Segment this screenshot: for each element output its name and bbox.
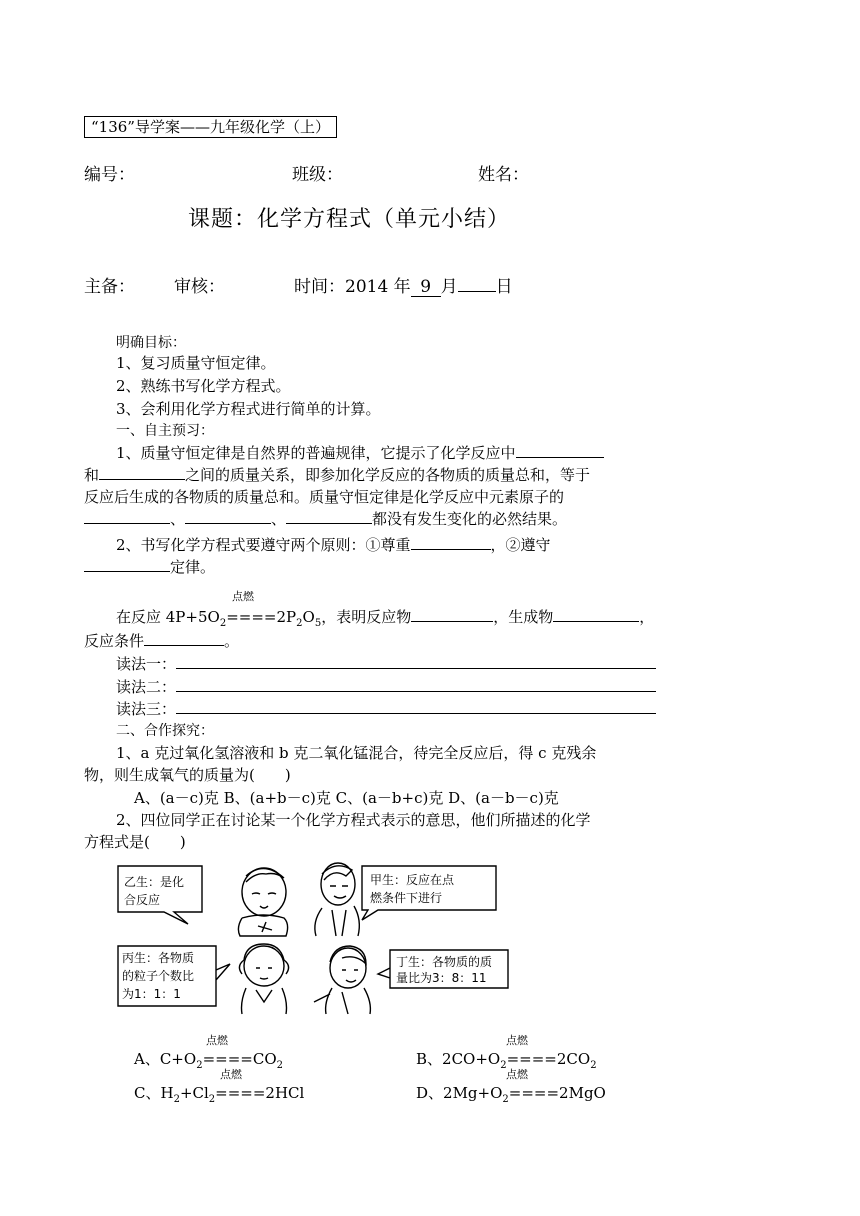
bubble-bing-line2: 的粒子个数比 [122, 969, 195, 983]
month-label: 月 [440, 277, 458, 297]
day-blank [458, 291, 496, 292]
name-label: 姓名： [478, 165, 529, 185]
time-line [294, 272, 513, 297]
option-a-condition: 点燃 [206, 1034, 228, 1047]
bubble-jia-line1: 甲生：反应在点 [370, 873, 455, 887]
option-b-condition: 点燃 [506, 1034, 528, 1047]
bubble-ding-line1: 丁生：各物质的质 [396, 955, 493, 969]
review-label: 审核： [174, 277, 225, 297]
s2-q2: 2、四位同学正在讨论某一个化学方程式表示的意思，他们所描述的化学 方程式是( ) [84, 811, 591, 851]
read-3: 读法三： [116, 698, 656, 720]
read-2: 读法二： [116, 676, 656, 698]
goal-item: 2、熟练书写化学方程式。 [116, 377, 291, 395]
reaction-line: 在反应 $4P+5O_2====2P_2O_5$，表明反应物 ，生成物 ， [116, 608, 655, 629]
option-b: B、$2CO+O_2====2CO_2$ [416, 1050, 597, 1071]
option-c-condition: 点燃 [220, 1068, 242, 1081]
s1-q1: 1、质量守恒定律是自然界的普遍规律，它提示了化学反应中 和 之间的质量关系，即参加化学反应的各物质的质量总和，等于 反应后生成的各物质的质量总和。质量守恒定律是化学反应中元素原子的 、 、 都没有发生变化的必然结果。 [84, 442, 658, 530]
goal-item: 3、会利用化学方程式进行简单的计算。 [116, 400, 381, 418]
bubble-yi-line2: 合反应 [124, 893, 161, 907]
option-c: C、$H_2+Cl_2====2HCl$ [134, 1084, 305, 1105]
bubble-bing-line1: 丙生：各物质 [122, 951, 195, 965]
section1-heading: 一、自主预习： [116, 423, 214, 439]
reaction-condition: 点燃 [232, 590, 254, 603]
goals-heading: 明确目标： [116, 335, 186, 351]
students-figure [116, 862, 516, 1016]
page-title: 课题：化学方程式（单元小结） [188, 207, 511, 232]
s1-q2: 2、书写化学方程式要遵守两个原则：①尊重 ，②遵守 定律。 [84, 534, 658, 578]
number-label: 编号： [84, 165, 135, 185]
reaction-line2: 反应条件 。 [84, 632, 240, 650]
discussion-illustration [116, 862, 516, 1016]
main-label: 主备： [84, 277, 135, 297]
time-label: 时间：2014 年 [294, 277, 411, 297]
read-1: 读法一： [116, 653, 656, 675]
bubble-jia-line2: 燃条件下进行 [370, 891, 443, 905]
option-d-condition: 点燃 [506, 1068, 528, 1081]
day-label: 日 [495, 277, 513, 297]
s2-q1-options: A、(a－c)克 B、(a+b－c)克 C、(a－b+c)克 D、(a－b－c)克 [134, 789, 559, 807]
bubble-bing-line3: 为1：1：1 [122, 987, 181, 1001]
bubble-ding-line2: 量比为3：8：11 [396, 971, 487, 985]
s2-q1: 1、a 克过氧化氢溶液和 b 克二氧化锰混合，待完全反应后，得 c 克残余 物，则生成氧气的质量为( ) [84, 744, 597, 784]
month-value: 9 [411, 278, 441, 297]
section2-heading: 二、合作探究： [116, 723, 214, 739]
option-a: A、$C+O_2====CO_2$ [134, 1050, 283, 1071]
class-label: 班级： [292, 165, 343, 185]
bubble-yi-line1: 乙生：是化 [124, 875, 185, 889]
goal-item: 1、复习质量守恒定律。 [116, 354, 276, 372]
option-d: D、$2Mg+O_2====2MgO$ [416, 1084, 606, 1105]
header-box: “136”导学案——九年级化学（上） [84, 116, 337, 138]
